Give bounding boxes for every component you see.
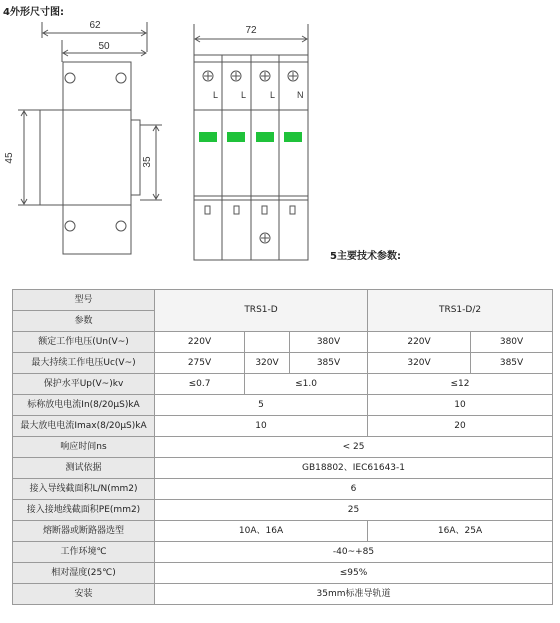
- dim-72-label: 72: [245, 25, 257, 36]
- table-cell: ≤1.0: [245, 374, 368, 395]
- pole-label-2: L: [241, 90, 247, 100]
- row-label: 额定工作电压(Un(V~): [13, 332, 155, 353]
- table-cell: 275V: [155, 353, 245, 374]
- table-row: [13, 542, 553, 563]
- table-row: [13, 500, 553, 521]
- model-b-header: TRS1-D/2: [368, 290, 553, 332]
- table-row: [13, 353, 553, 374]
- indicator-window-1: [199, 132, 217, 142]
- table-cell: 385V: [471, 353, 553, 374]
- table-cell: ≤0.7: [155, 374, 245, 395]
- row-label: 相对湿度(25℃): [13, 563, 155, 584]
- table-row: [13, 374, 553, 395]
- side-view-drawing: [0, 0, 180, 270]
- tech-params-table: [12, 289, 553, 605]
- table-row: [13, 395, 553, 416]
- row-label: 接入导线截面积L/N(mm2): [13, 479, 155, 500]
- pole-label-1: L: [213, 90, 219, 100]
- table-row: [13, 521, 553, 542]
- dim-45-label: 45: [4, 152, 15, 164]
- model-a-header: TRS1-D: [155, 290, 368, 332]
- table-row: [13, 416, 553, 437]
- outline-section-title: 4外形尺寸图:: [3, 7, 64, 18]
- indicator-window-3: [256, 132, 274, 142]
- table-cell: [245, 332, 290, 353]
- pole-label-3: L: [270, 90, 276, 100]
- dim-50-label: 50: [98, 41, 110, 52]
- header-model-label: 型号: [13, 290, 155, 311]
- table-cell: 380V: [471, 332, 553, 353]
- header-param-label: 参数: [13, 311, 155, 332]
- table-cell: -40~+85: [155, 542, 553, 563]
- table-cell: 220V: [155, 332, 245, 353]
- table-cell: 35mm标准导轨道: [155, 584, 553, 605]
- table-row: [13, 584, 553, 605]
- table-row: [13, 437, 553, 458]
- row-label: 安装: [13, 584, 155, 605]
- table-cell: 10: [155, 416, 368, 437]
- front-view-drawing: [180, 0, 320, 270]
- row-label: 工作环境℃: [13, 542, 155, 563]
- indicator-window-4: [284, 132, 302, 142]
- table-cell: 220V: [368, 332, 471, 353]
- table-cell: 20: [368, 416, 553, 437]
- row-label: 接入接地线截面积PE(mm2): [13, 500, 155, 521]
- row-label: 标称放电电流In(8/20μS)kA: [13, 395, 155, 416]
- table-cell: 16A、25A: [368, 521, 553, 542]
- table-cell: 380V: [290, 332, 368, 353]
- table-cell: GB18802、IEC61643-1: [155, 458, 553, 479]
- row-label: 保护水平Up(V~)kv: [13, 374, 155, 395]
- table-row: [13, 479, 553, 500]
- indicator-window-2: [227, 132, 245, 142]
- row-label: 熔断器或断路器选型: [13, 521, 155, 542]
- table-row: [13, 332, 553, 353]
- table-cell: 320V: [245, 353, 290, 374]
- row-label: 响应时间ns: [13, 437, 155, 458]
- table-row: [13, 458, 553, 479]
- table-cell: 25: [155, 500, 553, 521]
- row-label: 最大放电电流Imax(8/20μS)kA: [13, 416, 155, 437]
- params-section-title: 5主要技术参数:: [330, 251, 401, 262]
- row-label: 测试依据: [13, 458, 155, 479]
- table-cell: 10: [368, 395, 553, 416]
- table-cell: 385V: [290, 353, 368, 374]
- dim-35-label: 35: [142, 156, 153, 168]
- table-cell: 10A、16A: [155, 521, 368, 542]
- table-row: [13, 563, 553, 584]
- row-label: 最大持续工作电压Uc(V~): [13, 353, 155, 374]
- table-cell: < 25: [155, 437, 553, 458]
- pole-label-4: N: [297, 90, 304, 100]
- table-cell: 320V: [368, 353, 471, 374]
- table-cell: ≤95%: [155, 563, 553, 584]
- dim-62-label: 62: [89, 20, 101, 31]
- table-cell: 6: [155, 479, 553, 500]
- table-cell: ≤12: [368, 374, 553, 395]
- table-cell: 5: [155, 395, 368, 416]
- table-row: [13, 290, 553, 311]
